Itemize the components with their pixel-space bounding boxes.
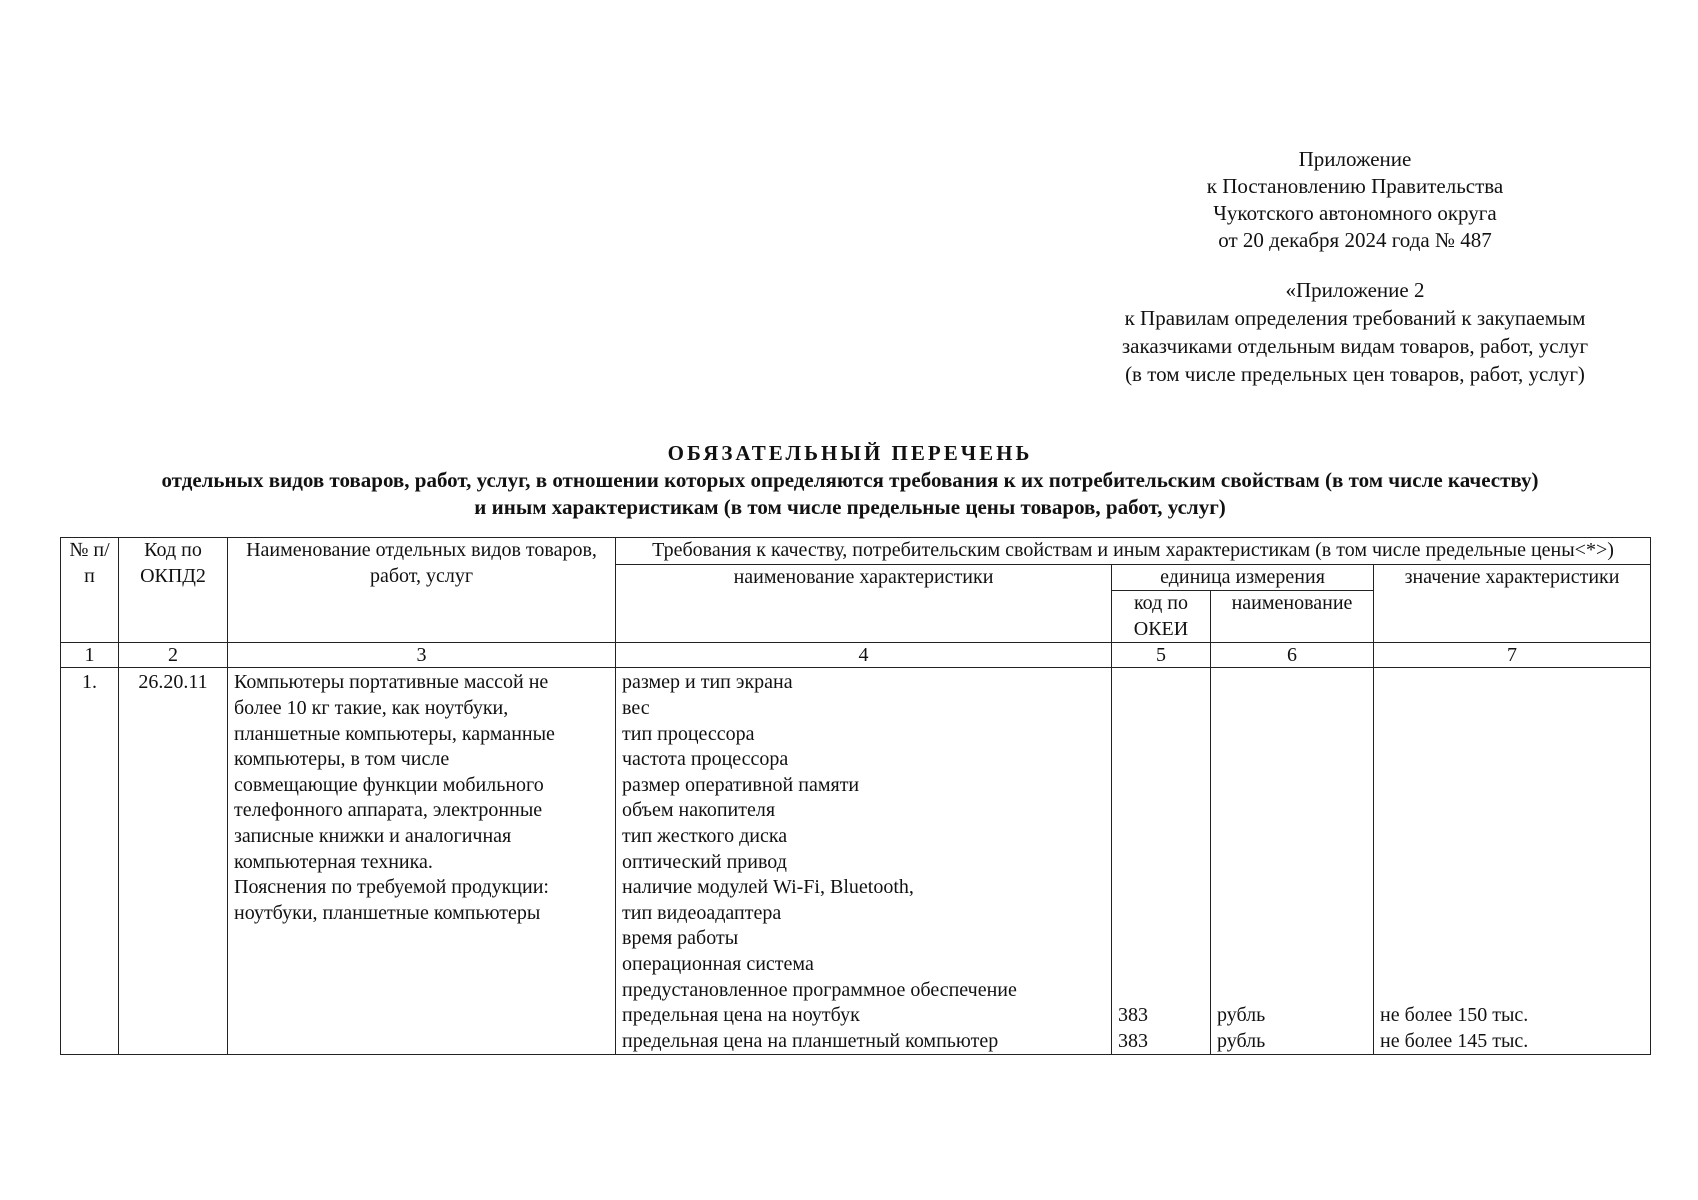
annex2-header-line: (в том числе предельных цен товаров, работ, услуг): [1125, 362, 1585, 386]
header-characteristic-name: наименование характеристики: [616, 564, 1112, 643]
okei-code: 383: [1118, 1029, 1148, 1052]
header-unit-name: наименование: [1211, 591, 1374, 643]
column-number: 2: [119, 643, 228, 668]
characteristic-line: объем накопителя: [622, 799, 776, 822]
title-main: ОБЯЗАТЕЛЬНЫЙ ПЕРЕЧЕНЬ: [667, 441, 1033, 465]
annex-header: [1150, 146, 1560, 254]
column-number: 1: [61, 643, 119, 668]
item-name-line: планшетные компьютеры, карманные: [234, 722, 555, 745]
item-name-line: Компьютеры портативные массой не: [234, 671, 549, 694]
characteristic-line: тип жесткого диска: [622, 824, 788, 847]
annex-header-line: Чукотского автономного округа: [1213, 201, 1497, 225]
annex2-header-line: «Приложение 2: [1285, 278, 1425, 302]
document-title: [60, 440, 1640, 521]
okei-code: 383: [1118, 1004, 1148, 1027]
header-requirements: Требования к качеству, потребительским свойствам и иным характеристикам (в том числе предельные цены<*>): [616, 538, 1651, 565]
characteristic-line: размер оперативной памяти: [622, 773, 860, 796]
annex-header-line: от 20 декабря 2024 года № 487: [1218, 228, 1492, 252]
characteristic-line: тип видеоадаптера: [622, 901, 782, 924]
item-name-line: ноутбуки, планшетные компьютеры: [234, 901, 541, 924]
row-unit-names: [1211, 668, 1374, 1055]
characteristic-line: операционная система: [622, 952, 814, 975]
column-number: 4: [616, 643, 1112, 668]
row-characteristics: [616, 668, 1112, 1055]
row-number: 1.: [61, 668, 119, 1055]
header-unit: единица измерения: [1112, 564, 1374, 591]
characteristic-line: наличие модулей Wi-Fi, Bluetooth,: [622, 876, 914, 899]
characteristic-value: не более 145 тыс.: [1380, 1029, 1529, 1052]
item-name-line: компьютерная техника.: [234, 850, 433, 873]
characteristic-line: частота процессора: [622, 748, 789, 771]
header-okei-code: код по ОКЕИ: [1112, 591, 1211, 643]
characteristic-line: предельная цена на ноутбук: [622, 1004, 860, 1027]
item-name-line: совмещающие функции мобильного: [234, 773, 544, 796]
title-line-2: отдельных видов товаров, работ, услуг, в отношении которых определяются требования к их потребительским свойствам (в том числе качеству): [161, 468, 1539, 492]
annex2-header: [1075, 276, 1635, 388]
characteristic-value: не более 150 тыс.: [1380, 1004, 1529, 1027]
requirements-table: [60, 537, 1651, 1055]
title-line-3: и иным характеристикам (в том числе предельные цены товаров, работ, услуг): [474, 495, 1226, 519]
characteristic-line: оптический привод: [622, 850, 787, 873]
column-numbers-row: [61, 643, 1651, 668]
table-header-row: [61, 538, 1651, 565]
item-name-line: более 10 кг такие, как ноутбуки,: [234, 696, 509, 719]
unit-name: рубль: [1217, 1004, 1266, 1027]
characteristic-line: время работы: [622, 927, 739, 950]
item-name-line: Пояснения по требуемой продукции:: [234, 876, 549, 899]
annex2-header-line: к Правилам определения требований к закупаемым: [1124, 306, 1586, 330]
annex-header-line: Приложение: [1298, 147, 1412, 171]
characteristic-line: размер и тип экрана: [622, 671, 793, 694]
column-number: 7: [1374, 643, 1651, 668]
row-values: [1374, 668, 1651, 1055]
annex2-header-line: заказчиками отдельным видам товаров, работ, услуг: [1121, 334, 1589, 358]
item-name-line: записные книжки и аналогичная: [234, 824, 512, 847]
column-number: 5: [1112, 643, 1211, 668]
item-name-line: компьютеры, в том числе: [234, 748, 450, 771]
annex-header-line: к Постановлению Правительства: [1206, 174, 1504, 198]
column-number: 3: [228, 643, 616, 668]
row-okpd2-code: 26.20.11: [119, 668, 228, 1055]
item-name-line: телефонного аппарата, электронные: [234, 799, 543, 822]
characteristic-line: предустановленное программное обеспечение: [622, 978, 1017, 1001]
characteristic-line: тип процессора: [622, 722, 755, 745]
row-item-name: [228, 668, 616, 1055]
header-characteristic-value: значение характеристики: [1374, 564, 1651, 643]
column-number: 6: [1211, 643, 1374, 668]
unit-name: рубль: [1217, 1029, 1266, 1052]
header-okpd2-code: Код по ОКПД2: [119, 538, 228, 643]
table-row: [61, 668, 1651, 1055]
characteristic-line: вес: [622, 696, 650, 719]
header-number: № п/п: [61, 538, 119, 643]
characteristic-line: предельная цена на планшетный компьютер: [622, 1029, 999, 1052]
row-okei-codes: [1112, 668, 1211, 1055]
header-item-name: Наименование отдельных видов товаров, работ, услуг: [228, 538, 616, 643]
